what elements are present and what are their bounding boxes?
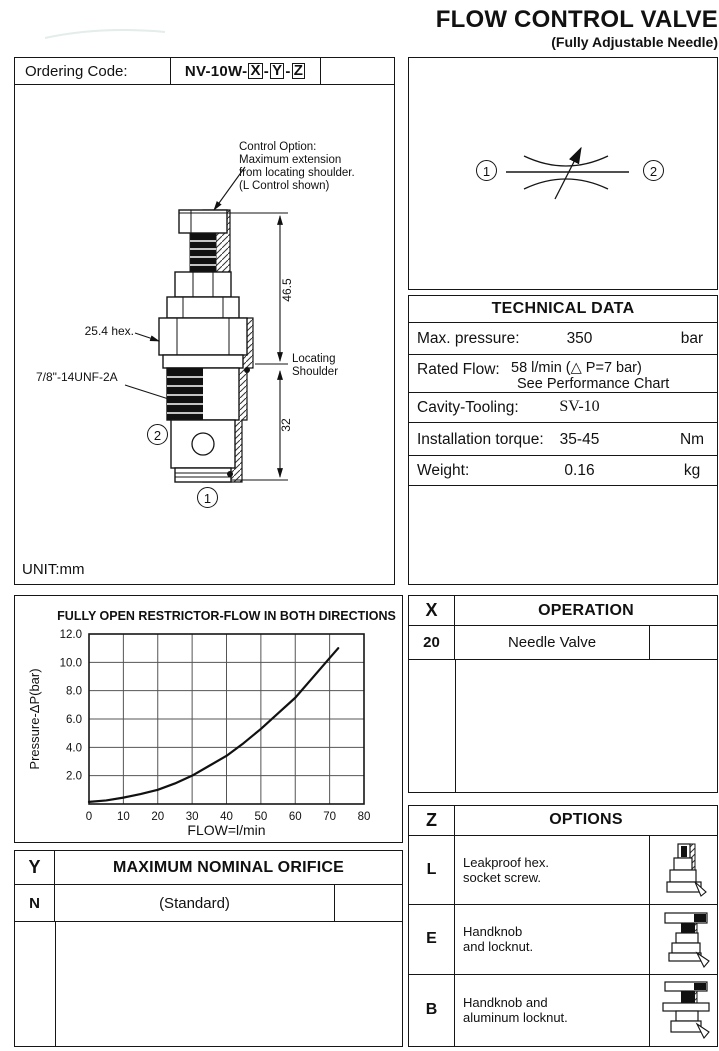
page-subtitle: (Fully Adjustable Needle) [551,34,718,50]
operation-row-label: Needle Valve [455,626,650,659]
valve-section-drawing [120,140,292,508]
orifice-row-N [15,885,402,922]
flow-chart-svg [15,596,401,841]
orifice-row-label: (Standard) [55,885,335,921]
operation-title: OPERATION [538,601,634,619]
svg-text:4.0: 4.0 [66,742,82,755]
tech-label: Max. pressure: [417,330,520,347]
option-row-B [409,975,717,1046]
control-option-note [239,141,391,193]
svg-text:30: 30 [185,811,199,823]
svg-text:40: 40 [220,811,233,823]
tech-value: 58 l/min (△ P=7 bar) [511,360,642,376]
ordering-code-value [171,58,321,84]
logo-watermark [40,22,170,44]
dimension-32: 32 [279,418,293,432]
ordering-code-sep1: - [263,62,270,80]
tech-unit: Nm [679,431,705,448]
tech-value-line2: See Performance Chart [517,376,670,392]
technical-data-title: TECHNICAL DATA [409,296,717,323]
option-row-L [409,836,717,905]
ordering-code-prefix: NV-10W- [184,62,248,80]
orifice-header [15,851,402,885]
page-title: FLOW CONTROL VALVE [435,6,718,33]
symbol-port1-badge: 1 [476,160,497,181]
options-header [409,806,717,836]
option-label: Leakproof hex. socket screw. [463,854,550,885]
control-note-line2: Maximum extension [239,154,342,166]
svg-text:50: 50 [254,811,268,823]
operation-row-20 [409,626,717,660]
svg-text:70: 70 [323,811,337,823]
ordering-code-z: Z [293,62,304,79]
performance-chart-panel [14,595,403,843]
tech-value: 35-45 [559,431,600,448]
needle-valve-symbol [409,58,716,288]
svg-text:10.0: 10.0 [59,657,82,670]
tech-row-cavity-tooling [409,393,717,423]
locating-shoulder-label [292,353,338,379]
svg-text:12.0: 12.0 [59,629,82,641]
svg-text:FULLY OPEN RESTRICTOR-FLOW IN: FULLY OPEN RESTRICTOR-FLOW IN BOTH DIRECTIONS [57,609,396,623]
ordering-code-y: Y [272,62,283,79]
ordering-code-empty-cell [321,58,394,84]
control-note-line4: (L Control shown) [239,180,330,192]
svg-text:2.0: 2.0 [66,770,82,783]
ordering-code-label: Ordering Code: [15,58,171,84]
svg-text:Pressure-ΔP(bar): Pressure-ΔP(bar) [27,668,42,770]
orifice-table [14,850,403,1047]
dimension-46-5: 46.5 [280,278,294,302]
option-label: Handknob and locknut. [463,924,534,955]
control-note-line3: from locating shoulder. [239,167,355,179]
tech-label: Cavity-Tooling: [417,399,519,416]
svg-text:20: 20 [151,811,165,823]
orifice-code-header: Y [15,851,55,884]
svg-text:0: 0 [85,811,93,823]
option-code: L [409,836,455,904]
drawing-port2-badge: 2 [147,424,168,445]
tech-unit: kg [683,462,701,479]
options-title: OPTIONS [549,811,623,829]
tech-label: Installation torque: [417,431,544,448]
tech-row-installation-torque [409,423,717,456]
unit-note: UNIT:mm [22,561,85,578]
tech-value: 350 [566,330,593,347]
tech-row-rated-flow [409,355,717,393]
svg-text:80: 80 [357,811,371,823]
option-code: E [409,905,455,973]
svg-text:8.0: 8.0 [66,685,82,698]
drawing-port1-badge: 1 [197,487,218,508]
thread-spec-label: 7/8"-14UNF-2A [36,370,118,384]
locating-shoulder-line2: Shoulder [292,366,339,378]
svg-text:6.0: 6.0 [66,714,82,726]
orifice-row-note-cell [335,885,402,921]
tech-value: SV-10 [559,398,600,415]
option-code: B [409,975,455,1046]
tech-value: 0.16 [564,462,595,479]
handknob-aluminum-locknut-icon [661,980,713,1040]
operation-row-note-cell [650,626,717,659]
option-row-E [409,905,717,974]
technical-data-panel [408,295,718,585]
operation-header [409,596,717,626]
option-label: Handknob and aluminum locknut. [463,995,568,1026]
ordering-code-x: X [250,62,261,79]
svg-text:60: 60 [288,811,302,823]
operation-table [408,595,718,793]
tech-row-max-pressure [409,323,717,355]
symbol-port2-badge: 2 [643,160,664,181]
options-code-header: Z [409,806,455,835]
handknob-locknut-icon [661,911,713,969]
orifice-row-code: N [15,885,55,921]
tech-label: Weight: [417,462,470,479]
options-table [408,805,718,1047]
operation-code-header: X [409,596,455,625]
ordering-code-sep2: - [285,62,291,80]
hex-size-label: 25.4 hex. [84,324,134,338]
symbol-panel [408,57,718,290]
ordering-code-row [15,58,394,85]
operation-filler [409,660,717,792]
locating-shoulder-line1: Locating [292,353,336,365]
tech-row-weight [409,456,717,486]
hex-socket-screw-icon [665,842,709,900]
orifice-title: MAXIMUM NOMINAL ORIFICE [113,858,344,876]
control-note-line1: Control Option: [239,141,317,153]
svg-text:10: 10 [116,811,130,823]
tech-label: Rated Flow: [417,361,500,378]
svg-text:FLOW=l/min: FLOW=l/min [187,822,266,838]
operation-row-code: 20 [409,626,455,659]
tech-unit: bar [680,330,704,347]
orifice-filler [15,922,402,1046]
